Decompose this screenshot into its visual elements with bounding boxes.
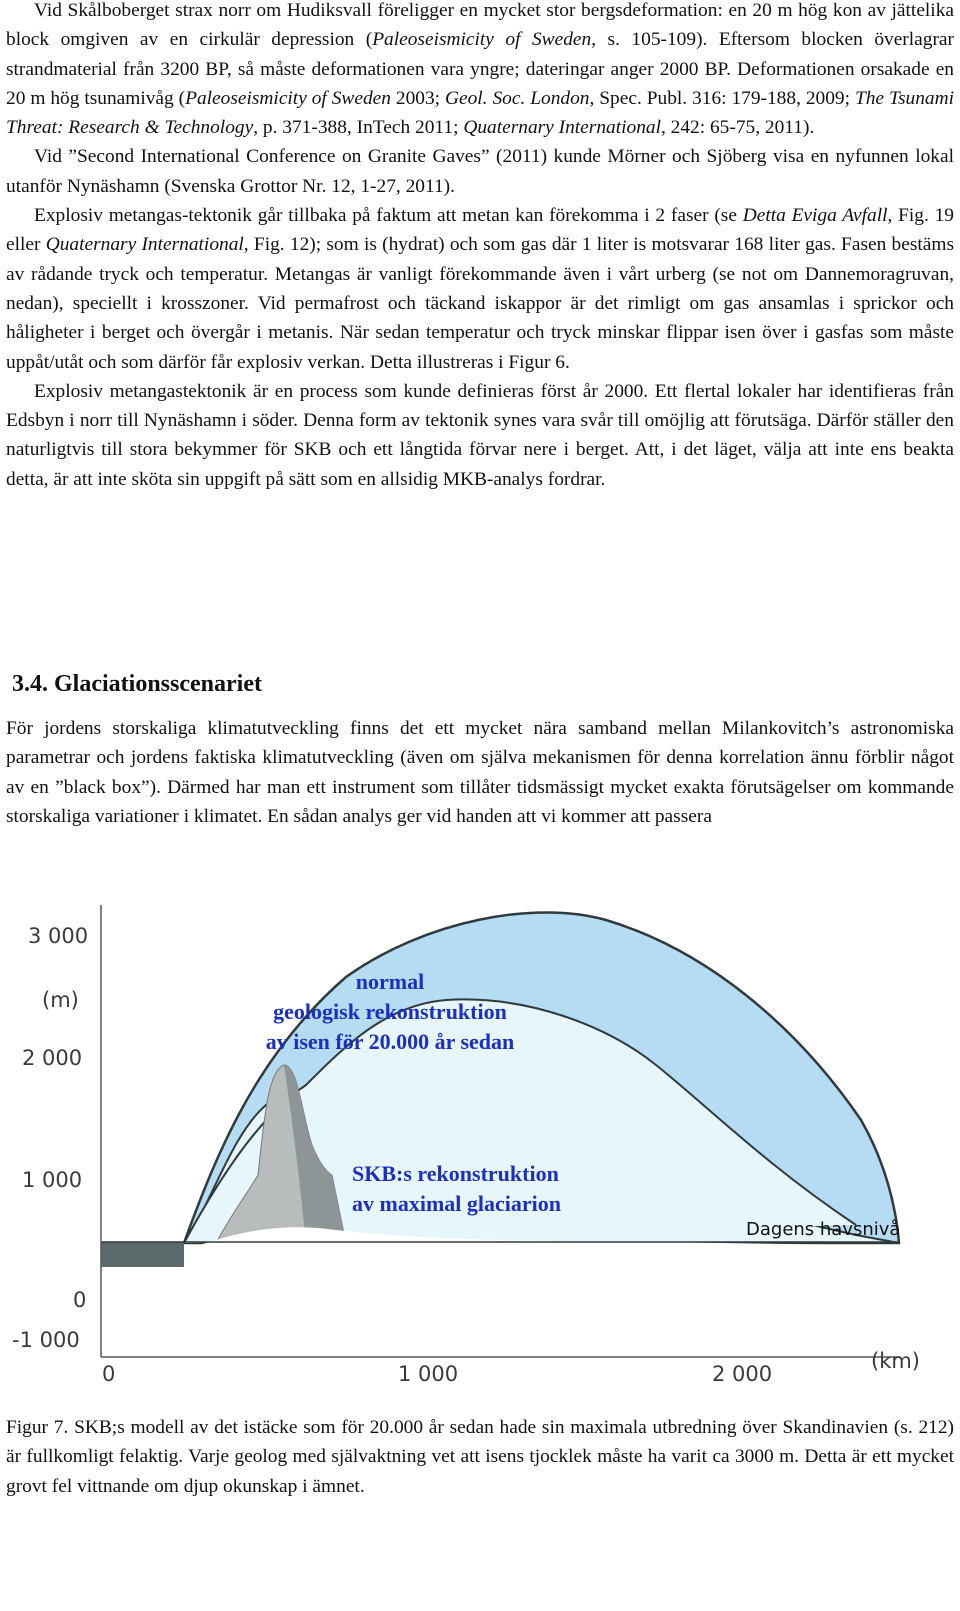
basin-left — [101, 1242, 184, 1267]
x-tick-0: 0 — [102, 1362, 116, 1386]
text-run: Vid ”Second International Conference on Granite Gaves” (2011) kunde Mörner och Sjöberg visa en nyfunnen lokal utanför Nynäshamn (Svenska Grottor Nr. 12, 1-27, 2011). — [6, 146, 954, 197]
text-run: , Spec. Publ. 316: 179-188, 2009; — [589, 87, 855, 109]
text-run: , Fig. 12); som is (hydrat) och som gas där 1 liter is motsvarar 168 liter gas. Fasen bestäms av rådande tryck och temperatur. Metangas är vanligt förekommande även i vårt urberg (se not om Dannemoragruvan, nedan), speciellt i krosszoner. Vid permafrost och täckand iskappor är det rimligt om gas ansamlas i sprickor och håligheter i berget och övergår i metanis. När sedan temperatur och tryck minskar flippar isen över i gasfas som måste uppåt/utåt och som därför får explosiv verkan. Detta illustreras i Figur 6. — [6, 234, 955, 373]
italic-reference: Quaternary International — [463, 117, 661, 139]
y-tick-3000: 3 000 — [28, 924, 89, 948]
text-run: , Fig. 19 eller — [6, 205, 954, 256]
caption-text: Figur 7. SKB;s modell av det istäcke som för 20.000 år sedan hade sin maximala utbredning över Skandinavien (s. 212) är fullkomligt felaktig. Varje geolog med självaktning vet att isens tjocklek måste ha varit ca 3000 m. Detta är ett mycket grovt fel vittnande om djup okunskap i ämnet. — [6, 1417, 954, 1497]
y-tick-2000: 2 000 — [22, 1046, 83, 1070]
y-tick-1000: 1 000 — [22, 1168, 83, 1192]
bedrock — [101, 1227, 899, 1357]
text-run: , s. 105-109). Eftersom blocken överlagrar strandmaterial från 3200 BP, så måste deformationen vara yngre; dateringar anger 2000 BP. Deformationen orsakade en 20 m hög tsunamivåg ( — [6, 29, 954, 109]
text-run: , 242: 65-75, 2011). — [660, 117, 815, 139]
paragraph-granite-caves — [6, 142, 954, 201]
body-text-top — [6, 0, 954, 494]
x-unit-label: (km) — [871, 1349, 921, 1373]
x-tick-1000: 1 000 — [398, 1362, 459, 1386]
paragraph-metangas-tektonik — [6, 201, 954, 377]
paragraph-skalboberget — [6, 0, 954, 142]
label-normal-line3: av isen för 20.000 år sedan — [265, 1029, 515, 1054]
y-unit-label: (m) — [42, 988, 79, 1012]
italic-reference: Paleoseismicity of Sweden — [372, 29, 592, 51]
paragraph-explosiv-metangastektonik — [6, 377, 954, 494]
figure-ice-sheet-profile — [6, 905, 954, 1420]
text-run: 2003; — [390, 87, 445, 109]
y-tick-minus-1000: -1 000 — [12, 1328, 80, 1352]
label-normal-line1: normal — [355, 969, 425, 994]
paragraph-glaciation: För jordens storskaliga klimatutveckling finns det ett mycket nära samband mellan Milankovitch’s astronomiska parametrar och jordens faktiska klimatutveckling (även om själva mekanismen för denna korrelation ännu förblir något av en ”black box”). Därmed har man ett instrument som tillåter tidsmässigt mycket exakta förutsägelser om kommande storskaliga variationer i klimatet. En sådan analys ger vid handen att vi kommer att passera — [6, 718, 954, 827]
italic-reference: Detta Eviga Avfall — [742, 205, 888, 227]
text-run: Explosiv metangastektonik är en process som kunde definieras först år 2000. Ett flertal lokaler har identifieras från Edsbyn i norr till Nynäshamn i söder. Denna form av tektonik synes vara svår till omöjlig att förutsäga. Därför ställer den naturligtvis till stora bekymmer för SKB och ett långtida förvar nere i berget. Att, i det läget, välja att inte ens beakta detta, är att inte sköta sin uppgift på sätt som en allsidig MKB-analys fordrar. — [6, 380, 954, 490]
body-text-glaciation — [6, 714, 954, 831]
section-heading: 3.4. Glaciationsscenariet — [12, 671, 262, 697]
x-tick-2000: 2 000 — [712, 1362, 773, 1386]
text-run: Vid Skålboberget strax norr om Hudiksvall föreligger en mycket stor bergsdeformation: en 20 m hög kon av jättelika block omgiven av en cirkulär depression ( — [6, 0, 954, 51]
text-run: , p. 371-388, InTech 2011; — [253, 117, 464, 139]
figure-caption — [6, 1413, 954, 1501]
label-skb-line1: SKB:s rekonstruktion — [352, 1161, 559, 1186]
y-tick-0: 0 — [73, 1288, 87, 1312]
italic-reference: Paleoseismicity of Sweden — [185, 87, 391, 109]
ice-profile-diagram — [6, 905, 954, 1420]
italic-reference: The Tsunami Threat: Research & Technology — [6, 87, 954, 139]
text-run: Explosiv metangas-tektonik går tillbaka på faktum att metan kan förekomma i 2 faser (se — [34, 205, 743, 227]
italic-reference: Quaternary International — [45, 234, 244, 256]
sea-level-label: Dagens havsnivå — [746, 1219, 901, 1240]
italic-reference: Geol. Soc. London — [444, 87, 590, 109]
label-skb-line2: av maximal glaciarion — [352, 1191, 561, 1216]
label-normal-line2: geologisk rekonstruktion — [273, 999, 507, 1024]
